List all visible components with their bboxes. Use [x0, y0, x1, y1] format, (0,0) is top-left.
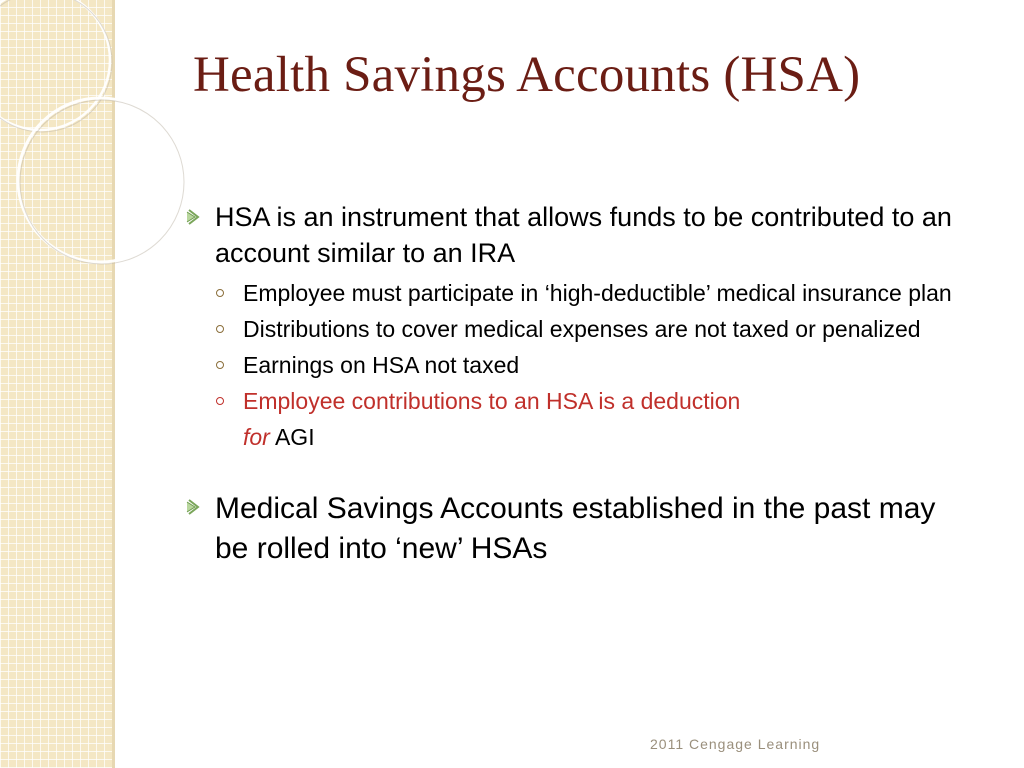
bullet-text: HSA is an instrument that allows funds to be contributed to an account similar to an IRA — [215, 202, 952, 268]
bullet-hsa-definition — [186, 199, 966, 271]
sub-bullet-distributions — [186, 311, 966, 347]
ring-bullet-icon — [216, 361, 224, 369]
highlight-tail: AGI — [274, 424, 315, 450]
sub-bullet-list — [186, 275, 966, 455]
ring-bullet-icon — [216, 397, 224, 405]
sub-bullet-high-deductible — [186, 275, 966, 311]
slide-body — [186, 199, 966, 569]
arrow-bullet-icon — [186, 207, 202, 227]
sub-bullet-text: Employee must participate in ‘high-deductible’ medical insurance plan — [243, 280, 952, 306]
highlight-emphasis: for — [243, 424, 270, 450]
sub-bullet-deduction — [186, 383, 966, 455]
sub-bullet-text: Distributions to cover medical expenses are not taxed or penalized — [243, 316, 921, 342]
highlight-text: Employee contributions to an HSA is a deduction — [243, 388, 741, 414]
ring-bullet-icon — [216, 325, 224, 333]
arrow-bullet-icon — [186, 497, 202, 517]
bullet-text: Medical Savings Accounts established in the past may be rolled into ‘new’ HSAs — [215, 492, 936, 565]
sub-bullet-text: Earnings on HSA not taxed — [243, 352, 520, 378]
bullet-msa-rollover — [186, 489, 966, 569]
ring-bullet-icon — [216, 289, 224, 297]
sub-bullet-earnings — [186, 347, 966, 383]
footer-copyright: 2011 Cengage Learning — [650, 736, 821, 752]
slide-title: Health Savings Accounts (HSA) — [193, 47, 861, 103]
